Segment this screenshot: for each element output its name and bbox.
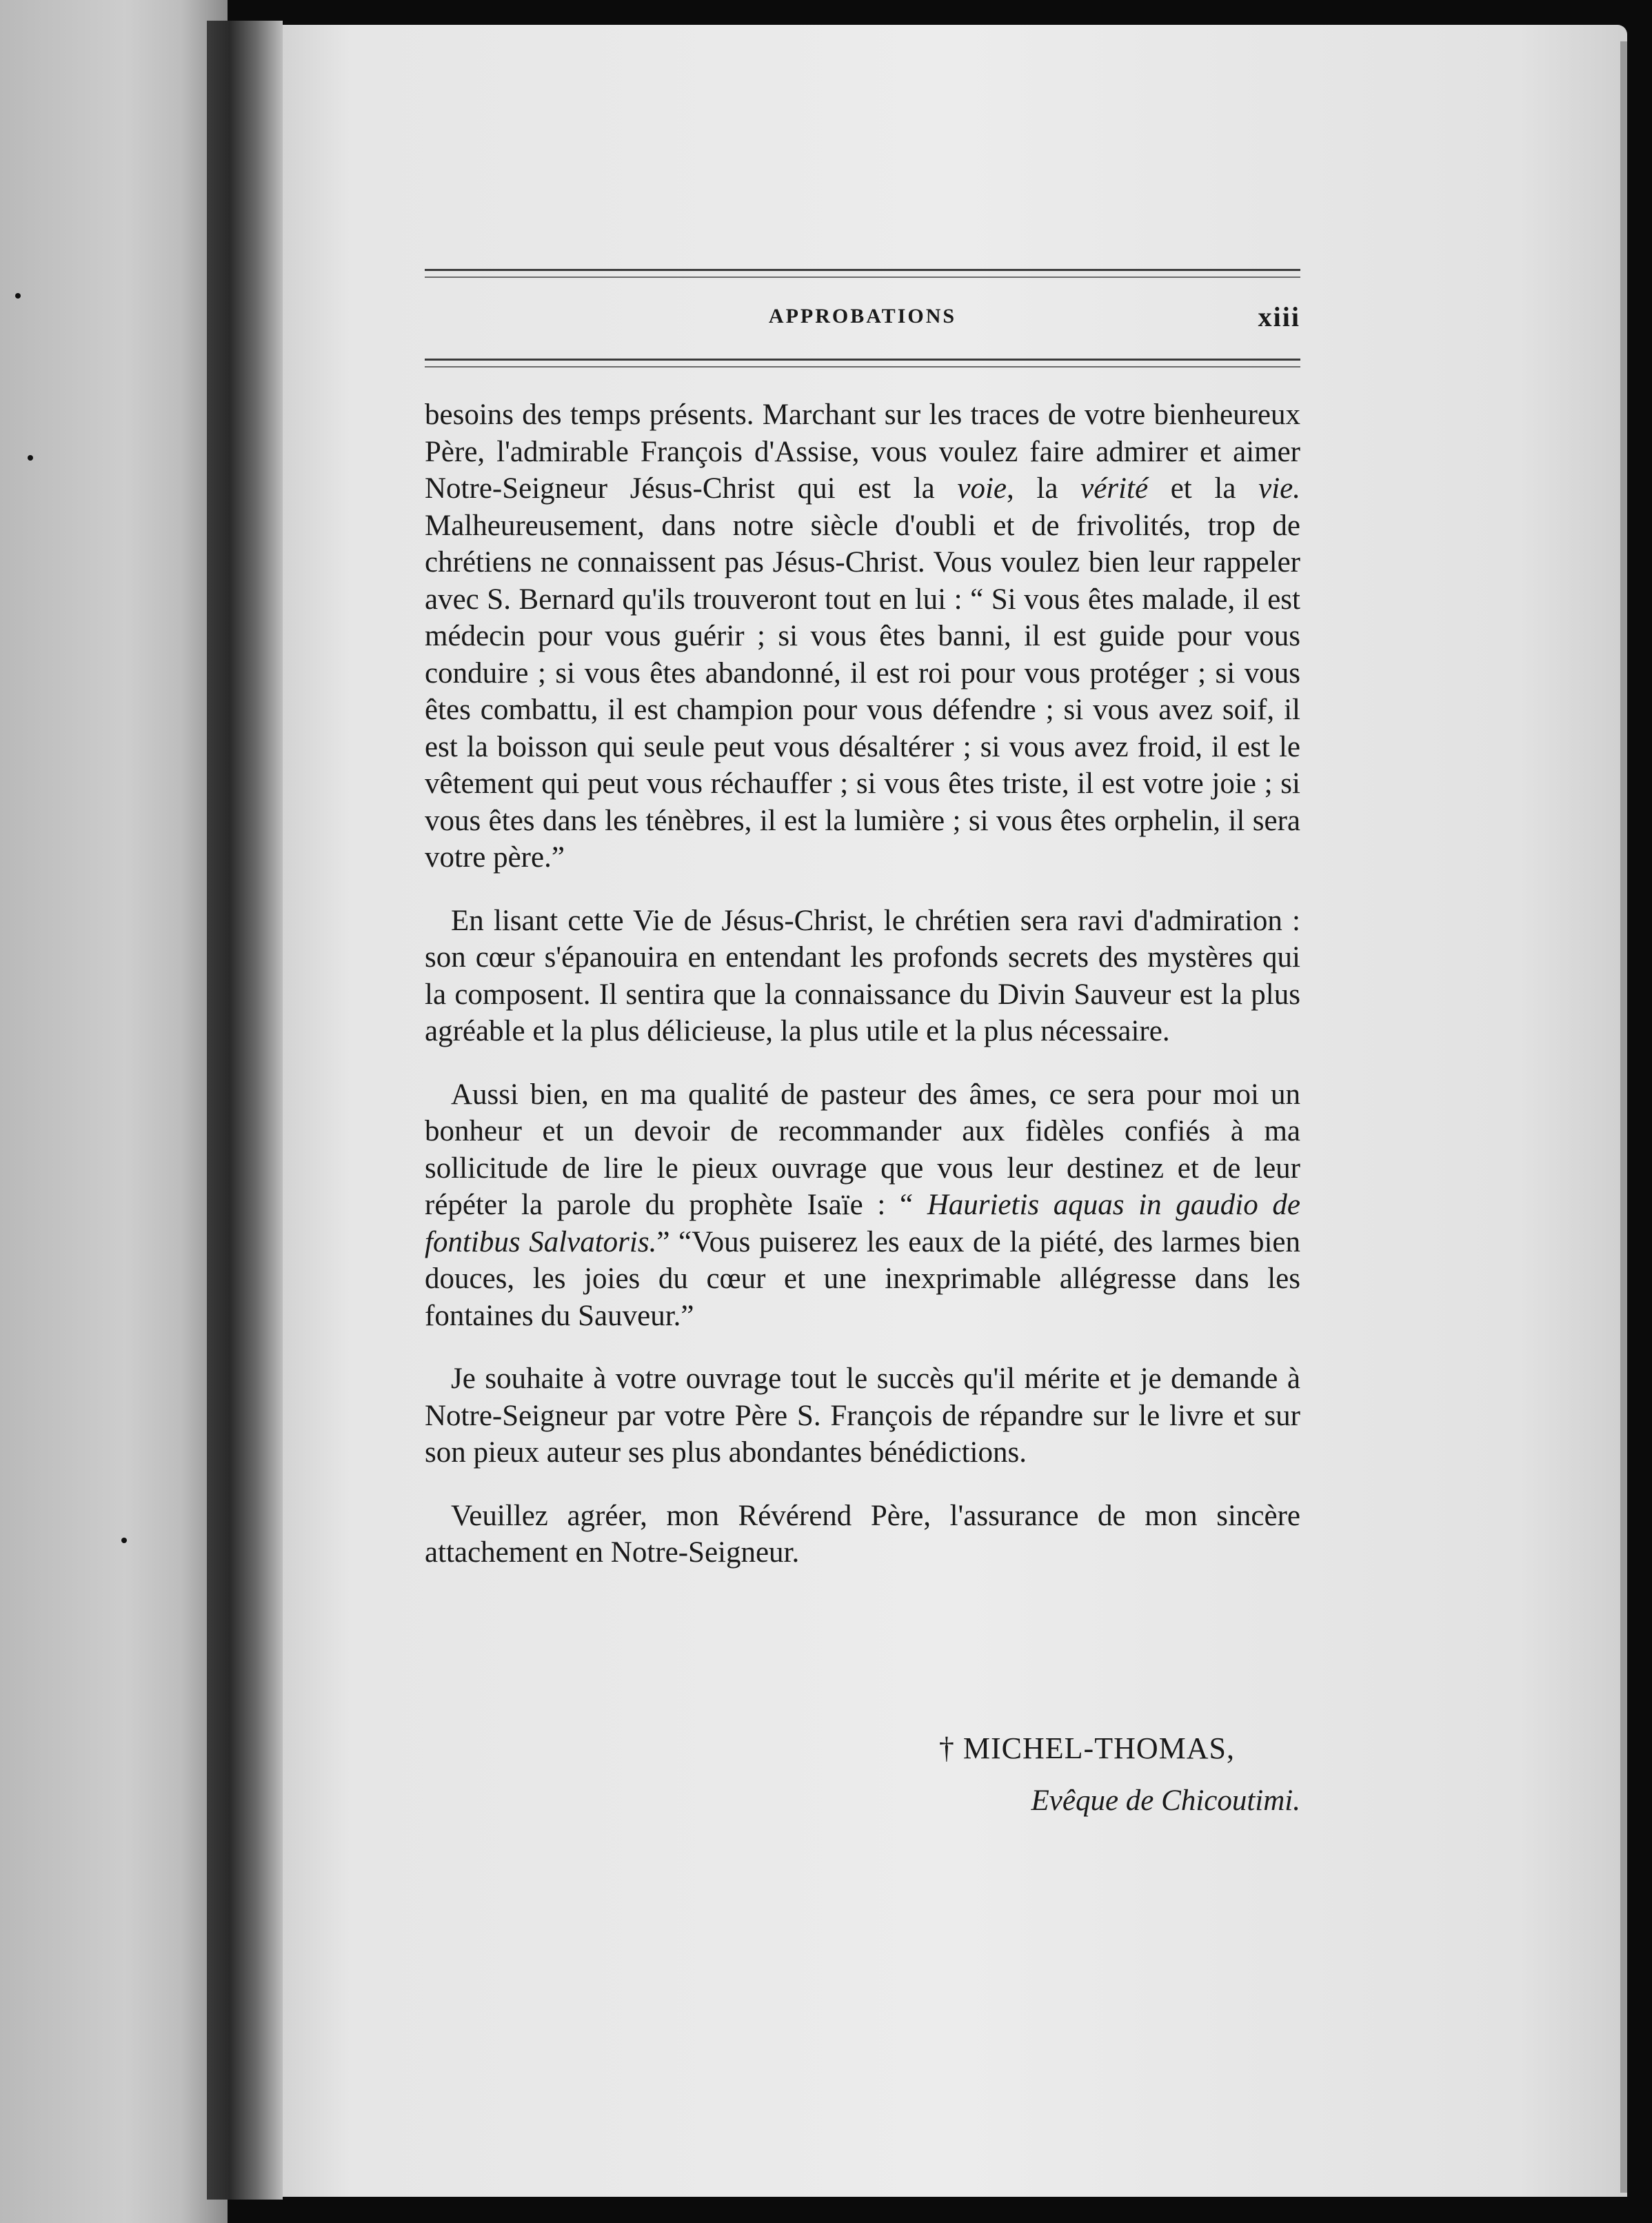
- p1-italic-verite: vérité: [1080, 472, 1149, 505]
- signatory-title: Evêque de Chicoutimi.: [1031, 1784, 1300, 1817]
- paragraph-4: Je souhaite à votre ouvrage tout le succès qu'il mérite et je demande à Notre-Seigneur par votre Père S. François de répandre sur le livre et sur son pieux auteur ses plus abondantes bénédictions.: [425, 1362, 1300, 1469]
- signature-block: [425, 1731, 1300, 1818]
- letter-body: [425, 396, 1300, 1571]
- running-title: APPROBATIONS: [768, 305, 957, 328]
- book-spine-shadow: [207, 21, 283, 2200]
- p1-italic-voie: voie: [957, 472, 1007, 505]
- signatory-name: † MICHEL-THOMAS,: [938, 1731, 1235, 1765]
- header-rule-bottom: [425, 359, 1300, 368]
- p1-italic-vie: vie.: [1258, 472, 1300, 505]
- left-page-edge: [0, 0, 228, 2223]
- page-number: xiii: [1258, 301, 1300, 332]
- p1-text-3: et la: [1148, 472, 1259, 505]
- p3-text-1: Aussi bien, en ma qualité de pasteur des âmes, ce sera pour moi un bonheur et un devoir de recommander aux fidèles confiés à ma sollicitude de lire le pieux ouvrage que vous leur destinez et de leur répéter la parole du prophète Isaïe : “: [425, 1078, 1300, 1221]
- paragraph-3: [425, 1076, 1300, 1335]
- paragraph-2: En lisant cette Vie de Jésus-Christ, le chrétien sera ravi d'admiration : son cœur s'épanouira en entendant les profonds secrets des mystères qui la composent. Il sentira que la connaissance du Divin Sauveur est la plus agréable et la plus délicieuse, la plus utile et la plus nécessaire.: [425, 904, 1300, 1047]
- header-rule-top: [425, 269, 1300, 278]
- p3-text-2: ” “Vous puiserez les eaux de la piété, des larmes bien douces, les joies du cœur et une inexprimable allégresse dans les fontaines du Sauveur.”: [425, 1225, 1301, 1332]
- p1-text-1: besoins des temps présents. Marchant sur les traces de votre bienheureux Père, l'admirable François d'Assise, vous voulez faire admirer et aimer Notre-Seigneur Jésus-Christ qui est la: [425, 399, 1300, 505]
- p1-text-4: Malheureusement, dans notre siècle d'oubli et de frivolités, trop de chrétiens ne connaissent pas Jésus-Christ. Vous voulez bien leur rappeler avec S. Bernard qu'ils trouveront tout en lui : “ Si vous êtes malade, il est médecin pour vous guérir ; si vous êtes banni, il est guide pour vous conduire ; si vous êtes abandonné, il est roi pour vous protéger ; si vous êtes combattu, il est champion pour vous défendre ; si vous avez soif, il est la boisson qui seule peut vous désaltérer ; si vous avez froid, il est le vêtement qui peut vous réchauffer ; si vous êtes triste, il est votre joie ; si vous êtes dans les ténèbres, il est la lumière ; si vous êtes orphelin, il sera votre père.”: [425, 509, 1300, 874]
- p1-text-2: , la: [1007, 472, 1081, 505]
- paragraph-1: [425, 396, 1300, 876]
- right-page-edge: [1620, 41, 1627, 2193]
- paragraph-5: Veuillez agréer, mon Révérend Père, l'assurance de mon sincère attachement en Notre-Seigneur.: [425, 1499, 1300, 1569]
- p3-latin-quote: Haurietis aquas in gaudio de fontibus Salvatoris.: [425, 1189, 1300, 1258]
